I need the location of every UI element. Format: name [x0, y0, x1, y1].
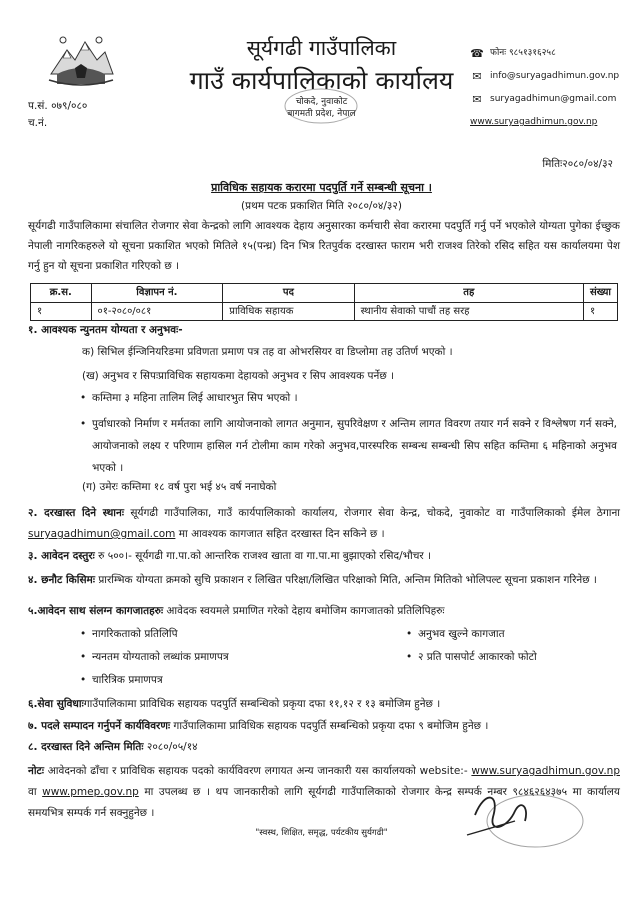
section7-text: गाउँपालिकामा प्राविधिक सहायक पदपुर्ति सम्बन्धिको प्रकृया दफा ९ बमोजिम हुनेछ ।: [173, 720, 489, 732]
email2-text[interactable]: suryagadhimun@gmail.com: [490, 94, 617, 104]
footer-slogan: "स्वस्थ, शिक्षित, समृद्ध, पर्यटकीय सुर्यगढी": [255, 828, 388, 838]
section3: [28, 549, 620, 563]
section2-text-a: सूर्यगढी गाउँपालिका, गाउँ कार्यपालिकाको कार्यालय, रोजगार सेवा केन्द्र, चोकदे, नुवाकोट वा गाउँपालिकाको ईमेल ठेगाना: [130, 507, 620, 519]
cell-adno: ०१-२०८०/०८१: [91, 302, 223, 321]
section4-text: प्रारम्भिक योग्यता क्रमको सुचि प्रकाशन र लिखित परिक्षा/लिखित परिक्षाको मिति, अन्तिम मितिको भोलिपल्ट सूचना प्रकाशन गरिनेछ ।: [98, 574, 597, 586]
contact-email2: [470, 88, 619, 111]
doc-item-transcript: • न्यनतम योग्यताको लब्धांक प्रमाणपत्र: [92, 650, 372, 664]
section7-title: ७. पदले सम्पादन गर्नुपर्ने कार्यविवरणः: [28, 720, 171, 732]
section1-item-c: (ग) उमेरः कम्तिमा १८ वर्ष पुरा भई ४५ वर्ष ननाघेको: [82, 481, 277, 493]
section1-title: १. आवश्यक न्युनतम योग्यता र अनुभवः-: [28, 324, 183, 336]
notice-subject-sub: (प्रथम पटक प्रकाशित मिति २०८०/०४/३२): [241, 200, 402, 212]
section1-bullet-2: • पुर्वाधारको निर्माण र मर्मतका लागि आयोजनाको लागत अनुमान, सुपरिवेक्षण र अन्तिम लागत विवरण तयार गर्न सक्ने र विश्लेषण गर्न सक्ने, आयोजनाको लक्ष्य र परिणाम हासिल गर्न टोलीमा काम गरेको अनुभव,पारस्परिक सम्बन्ध सम्बन्धी सिप सहित कम्तिमा ६ महिनाको अनुभव भएको ।: [92, 413, 617, 479]
mail-icon: ✉: [472, 93, 482, 106]
section6-text: गाउँपालिकामा प्राविधिक सहायक पदपुर्ति सम्बन्धिको प्रकृया दफा ११,१२ र १३ बमोजिम हुनेछ ।: [83, 698, 441, 710]
signature-stamp-icon: [455, 785, 585, 855]
notice-date: मितिः२०८०/०४/३२: [542, 158, 613, 170]
section2-email[interactable]: suryagadhimun@gmail.com: [28, 528, 176, 540]
col-post: पद: [223, 284, 354, 303]
table-row: [31, 302, 618, 321]
table-header-row: [31, 284, 618, 303]
section2-title: २. दरखास्त दिने स्थानः: [28, 507, 124, 519]
email1-text[interactable]: info@suryagadhimun.gov.np: [490, 71, 620, 81]
website-link[interactable]: www.suryagadhimun.gov.np: [470, 117, 598, 127]
note-link-suryagadhi[interactable]: www.suryagadhimun.gov.np: [471, 765, 620, 777]
cell-post: प्राविधिक सहायक: [223, 302, 354, 321]
office-stamp-icon: [282, 86, 360, 126]
section8-title: ८. दरखास्त दिने अन्तिम मितिः: [28, 741, 144, 753]
col-level: तह: [354, 284, 583, 303]
phone-icon: ☎: [470, 47, 484, 60]
doc-item-experience: • अनुभव खुल्ने कागजात: [418, 627, 628, 641]
section8: [28, 740, 620, 754]
intro-paragraph: सूर्यगढी गाउँपालिकामा संचालित रोजगार सेवा केन्द्रको लागि आवश्यक देहाय अनुसारका कर्मचारी सेवा करारमा पदपुर्ति गर्नु पर्ने भएकोले योग्यता पुगेका ईच्छुक नेपाली नागरिकहरुले यो सूचना प्रकाशित भएको मितिले १५(पन्ध्र) दिन भित्र रितपुर्वक दरखास्त फाराम भरी राजश्व तिरेको रसिद सहित यस कार्यालयमा पेश गर्नु हुन यो सूचना प्रकाशित गरिएको छ ।: [28, 220, 620, 272]
col-sn: क्र.स.: [31, 284, 92, 303]
doc-item-photo: • २ प्रति पासपोर्ट आकारको फोटो: [418, 650, 628, 664]
section2-text-b: मा आवश्यक कागजात सहित दरखास्त दिन सकिने छ ।: [178, 528, 385, 540]
cell-count: १: [584, 302, 618, 321]
section5-text: आवेदक स्वयमले प्रमाणित गरेको देहाय बमोजिम कागजातको प्रतिलिपिहरुः: [166, 605, 445, 617]
section3-text: रु ५००।- सूर्यगढी गा.पा.को आन्तरिक राजश्व खाता वा गा.पा.मा बुझाएको रसिद/भौचर ।: [98, 550, 431, 562]
section3-title: ३. आवेदन दस्तुरः: [28, 550, 95, 562]
note-text-d: रोजगार केन्द्र सम्पर्क नम्बर ९८४६२६४३७५ मा कार्यालय समयभित्र सम्पर्क गर्न सक्नुहुनेछ ।: [28, 786, 620, 819]
section8-text: २०८०/०५/१४: [146, 741, 198, 753]
contact-web: [470, 111, 619, 134]
ref-ps: प.सं. ०७९/०८०: [28, 100, 88, 112]
section4-title: ४. छनौट किसिमः: [28, 574, 95, 586]
cell-sn: १: [31, 302, 92, 321]
col-count: संख्या: [584, 284, 618, 303]
office-name: गाउँ कार्यपालिकाको कार्यालय: [189, 66, 454, 95]
note-link-pmep[interactable]: www.pmep.gov.np: [42, 786, 139, 798]
phone-text: फोनः ९८५१३१६२५८: [490, 48, 556, 58]
ref-cn: च.नं.: [28, 117, 48, 129]
section4: [28, 570, 620, 591]
address-line1: चोकदे, नुवाकोट: [295, 97, 348, 107]
section6-title: ६.सेवा सुविधाः: [28, 698, 84, 710]
doc-item-citizenship: • नागरिकताको प्रतिलिपि: [92, 627, 372, 641]
mail-icon: ✉: [472, 70, 482, 83]
address-line2: बागमती प्रदेश, नेपाल: [287, 109, 356, 119]
note-text-b: वा: [28, 786, 37, 798]
vacancy-table: [30, 283, 618, 321]
section7: [28, 719, 620, 733]
contact-block: [470, 42, 619, 134]
contact-email1: [470, 65, 619, 88]
note-title: नोटः: [28, 765, 44, 777]
col-adno: विज्ञापन नं.: [91, 284, 223, 303]
doc-item-character: • चारित्रिक प्रमाणपत्र: [92, 673, 372, 687]
section5-title: ५.आवेदन साथ संलग्न कागजातहरुः: [28, 605, 164, 617]
section5: [28, 604, 620, 618]
section1-item-b: (ख) अनुभव र सिपःप्राविधिक सहायकमा देहायको अनुभव र सिप आवश्यक पर्नेछ ।: [82, 370, 395, 382]
contact-phone: [470, 42, 619, 65]
section1-bullet-1: • कम्तिमा ३ महिना तालिम लिई आधारभुत सिप भएको ।: [92, 391, 617, 405]
section2: [28, 503, 620, 545]
cell-level: स्थानीय सेवाको पाचौं तह सरह: [354, 302, 583, 321]
notice-subject: प्राविधिक सहायक करारमा पदपुर्ति गर्ने सम्बन्धी सूचना ।: [211, 181, 432, 194]
municipality-name: सूर्यगढी गाउँपालिका: [246, 36, 397, 60]
note-text-c: मा उपलब्ध छ । थप जानकारीको लागि सूर्यगढी गाउँपालिकाको: [144, 786, 397, 798]
note-text-a: आवेदनको ढाँचा र प्राविधिक सहायक पदको कार्यविवरण लगायत अन्य जानकारी यस कार्यालयको website:-: [47, 765, 468, 777]
section6: [28, 697, 620, 711]
section1-item-a: क) सिभिल ईन्जिनियरिङमा प्रविणता प्रमाण पत्र तह वा ओभरसियर वा डिप्लोमा तह उतिर्ण भएको ।: [82, 346, 453, 358]
